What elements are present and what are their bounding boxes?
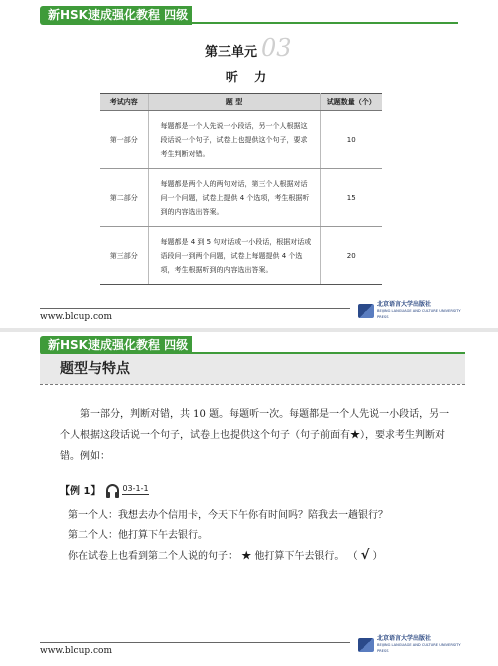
count-cell: 20 xyxy=(320,227,382,285)
example-sentence: 他打算下午去银行。 xyxy=(254,551,345,562)
footer-url-link[interactable]: www.blcup.com xyxy=(40,646,112,656)
table-header-row xyxy=(100,94,382,111)
answer-close: ） xyxy=(372,551,383,562)
table-row xyxy=(100,111,382,169)
publisher-name-cn: 北京语言大学出版社 xyxy=(377,635,432,642)
publisher-logo xyxy=(358,636,468,654)
series-banner: 新HSK速成强化教程 四级 xyxy=(40,336,192,355)
footer-rule xyxy=(40,642,350,643)
part-cell: 第二部分 xyxy=(100,169,148,227)
column-header: 试题数量（个） xyxy=(320,94,382,111)
publisher-emblem-icon xyxy=(358,304,374,318)
part-cell: 第三部分 xyxy=(100,227,148,285)
column-header: 题 型 xyxy=(148,94,320,111)
listening-table xyxy=(100,93,382,285)
intro-paragraph: 第一部分，判断对错，共 10 题。每题听一次。每题都是一个人先说一小段话，另一个人根据这段话说一个句子，试卷上也提供这个句子（句子前面有★），要求考生判断对错。例如： xyxy=(60,409,450,462)
speaker2-line: 第二个人：他打算下午去银行。 xyxy=(68,530,208,541)
answer-open: （ xyxy=(347,551,358,562)
description-cell: 每题都是两个人的两句对话，第三个人根据对话问一个问题，试卷上提供 4 个选项，考生根据听到的内容选出答案。 xyxy=(148,169,320,227)
count-cell: 10 xyxy=(320,111,382,169)
heading-dashed-rule xyxy=(40,384,465,385)
section-heading-text: 题型与特点 xyxy=(60,361,130,377)
count-cell: 15 xyxy=(320,169,382,227)
audio-track-code: 03-1-1 xyxy=(122,484,149,493)
unit-heading xyxy=(205,34,292,60)
publisher-name-en: BEIJING LANGUAGE AND CULTURE UNIVERSITY PRESS xyxy=(377,309,461,319)
example-header xyxy=(60,482,149,497)
series-banner: 新HSK速成强化教程 四级 xyxy=(40,6,192,25)
part-cell: 第一部分 xyxy=(100,111,148,169)
table-row xyxy=(100,169,382,227)
bottom-page xyxy=(0,332,498,666)
top-page xyxy=(0,0,498,328)
check-mark-icon: √ xyxy=(360,548,370,563)
publisher-logo xyxy=(358,302,468,320)
example-label: 【例 1】 xyxy=(60,486,101,497)
star-icon: ★ xyxy=(241,551,252,562)
unit-number: 03 xyxy=(261,34,292,62)
description-cell: 每题都是 4 到 5 句对话或一小段话，根据对话或语段问一到两个问题，试卷上每题提供 4 个选项，考生根据听到的内容选出答案。 xyxy=(148,227,320,285)
footer-rule xyxy=(40,308,350,309)
headphone-icon xyxy=(106,484,119,495)
publisher-name-cn: 北京语言大学出版社 xyxy=(377,301,432,308)
column-header: 考试内容 xyxy=(100,94,148,111)
section-heading xyxy=(40,354,465,384)
table-row xyxy=(100,227,382,285)
unit-title: 第三单元 xyxy=(205,45,258,60)
prompt-line xyxy=(68,547,468,566)
banner-rule xyxy=(192,22,458,24)
speaker1-line: 第一个人：我想去办个信用卡，今天下午你有时间吗？陪我去一趟银行？ xyxy=(68,510,388,521)
publisher-emblem-icon xyxy=(358,638,374,652)
publisher-name-en: BEIJING LANGUAGE AND CULTURE UNIVERSITY PRESS xyxy=(377,643,461,653)
description-cell: 每题都是一个人先说一小段话，另一个人根据这段话说一个句子，试卷上也提供这个句子，要求考生判断对错。 xyxy=(148,111,320,169)
section-title: 听 力 xyxy=(225,70,273,84)
prompt-text: 你在试卷上也看到第二个人说的句子： xyxy=(68,551,238,562)
footer-url-link[interactable]: www.blcup.com xyxy=(40,312,112,322)
